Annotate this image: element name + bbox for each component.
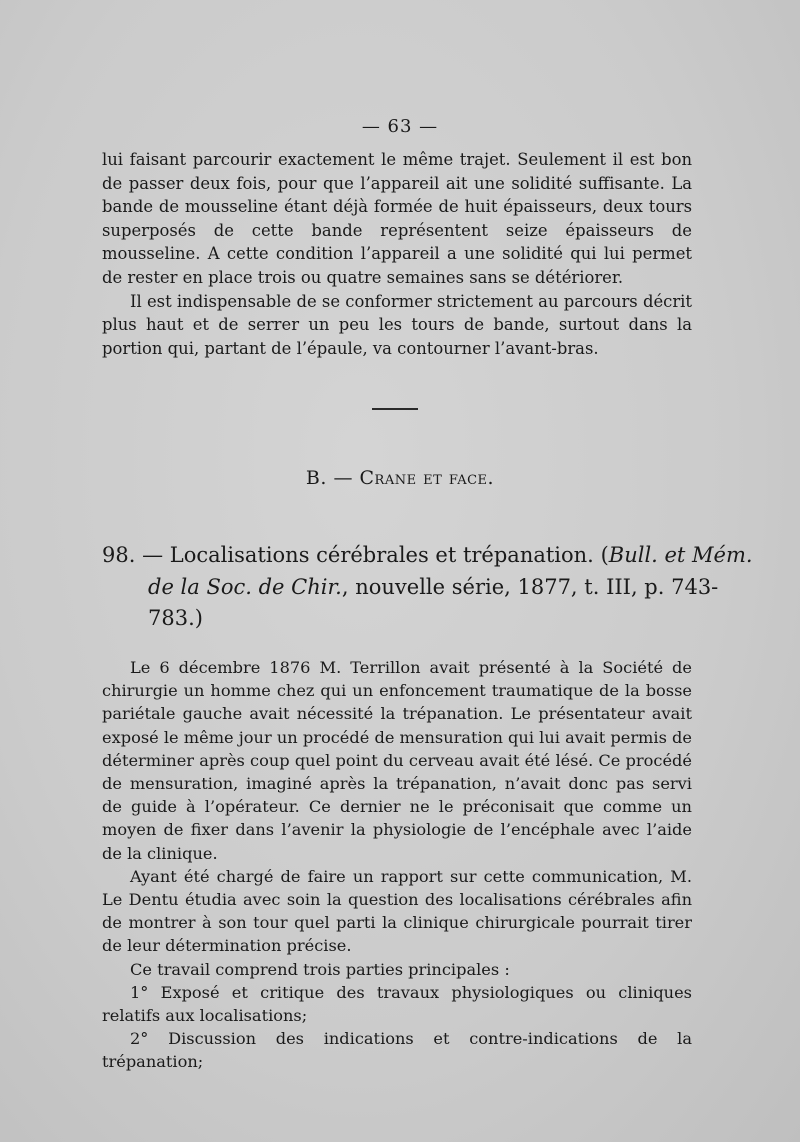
paragraph: lui faisant parcourir exactement le même trajet. Seulement il est bon de passer deux fois, pour que l’appareil ait une solidité suffisante. La bande de mousseline étant déjà formée de huit épaisseurs, deux tours superposés de cette bande représentent seize épaisseurs de mousseline. A cette condition l’appareil a une solidité qui lui permet de rester en place trois ou quatre semaines sans se détériorer. (102, 150, 692, 287)
entry-line (102, 603, 694, 635)
entry-pages-end: 783.) (148, 606, 203, 630)
intro-text (102, 148, 692, 360)
list-item: 2° Discussion des indications et contre-indications de la trépanation; (102, 1029, 692, 1072)
entry-source: de la Soc. de Chir. (148, 574, 342, 599)
entry-details: , nouvelle série, 1877, t. III, p. 743- (341, 574, 719, 599)
entry-open-paren: ( (600, 543, 609, 567)
section-separator (372, 408, 418, 410)
entry-dash: — (142, 543, 164, 567)
section-letter: B. — (305, 467, 353, 489)
paragraph: Le 6 décembre 1876 M. Terrillon avait présenté à la Société de chirurgie un homme chez qui un enfoncement traumatique de la bosse pariétale gauche avait nécessité la trépanation. Le présentateur avait exposé le même jour un procédé de mensuration qui lui avait permis de déterminer après coup quel point du cerveau avait été lésé. Ce procédé de mensuration, imaginé après la trépanation, n’avait donc pas servi de guide à l’opérateur. Ce dernier ne le préconisait que comme un moyen de fixer dans l’avenir la physiologie de l’encéphale avec l’aide de la clinique. (102, 658, 692, 863)
entry-number: 98. (102, 543, 136, 567)
section-title: Crane et face. (359, 467, 495, 489)
entry-line (102, 572, 719, 604)
body-text (102, 656, 692, 1074)
entry-title: Localisations cérébrales et trépanation. (169, 543, 594, 567)
page-number: — 63 — (361, 116, 439, 137)
entry-source: Bull. et Mém. (608, 543, 753, 567)
list-item: 1° Exposé et critique des travaux physiologiques ou cliniques relatifs aux localisations; (102, 982, 692, 1026)
bibliography-entry (102, 540, 753, 635)
paragraph: Ayant été chargé de faire un rapport sur cette communication, M. Le Dentu étudia avec soin la question des localisations cérébrales afin de montrer à son tour quel parti la clinique chirurgicale pourrait tirer de leur détermination précise. (102, 866, 692, 956)
paragraph: Il est indispensable de se conformer strictement au parcours décrit plus haut et de serrer un peu les tours de bande, surtout dans la portion qui, partant de l’épaule, va contourner l’avant-bras. (102, 291, 692, 358)
paragraph: Ce travail comprend trois parties principales : (130, 959, 510, 979)
entry-line (102, 540, 753, 572)
section-heading (100, 467, 700, 489)
